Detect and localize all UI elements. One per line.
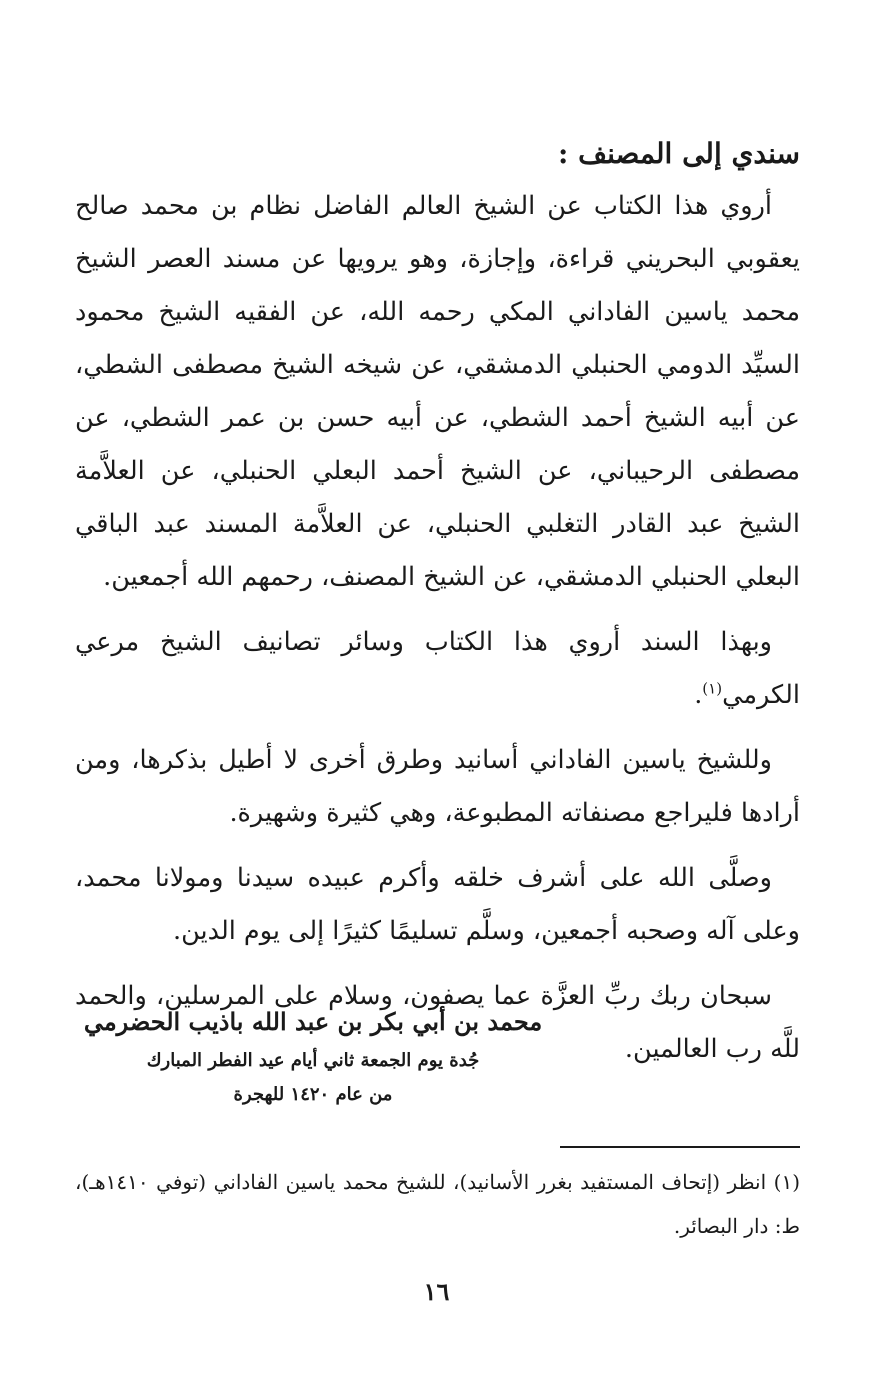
paragraph-closing-praise: سبحان ربك ربِّ العزَّة عما يصفون، وسلام على المرسلين، والحمد للَّه رب العالمين. bbox=[75, 981, 800, 1064]
paragraph-text: وبهذا السند أروي هذا الكتاب وسائر تصانيف الشيخ مرعي الكرمي bbox=[75, 627, 800, 710]
paragraph-other-chains: وللشيخ ياسين الفاداني أسانيد وطرق أخرى لا أطيل بذكرها، ومن أرادها فليراجع مصنفاته المطبوعة، وهي كثيرة وشهيرة. bbox=[75, 745, 800, 828]
author-name: محمد بن أبي بكر بن عبد الله باذيب الحضرمي bbox=[83, 1007, 543, 1036]
paragraph-works-chain bbox=[75, 616, 800, 722]
paragraph-salutation: وصلَّى الله على أشرف خلقه وأكرم عبيده سيدنا ومولانا محمد، وعلى آله وصحبه أجمعين، وسلَّم تسليمًا كثيرًا إلى يوم الدين. bbox=[75, 863, 800, 946]
body-text bbox=[75, 180, 800, 1076]
section-heading: سندي إلى المصنف : bbox=[558, 137, 800, 170]
footnote-divider bbox=[560, 1146, 800, 1148]
paragraph-chain-of-narration: أروي هذا الكتاب عن الشيخ العالم الفاضل نظام بن محمد صالح يعقوبي البحريني قراءة، وإجازة، وهو يرويها عن مسند العصر الشيخ محمد ياسين الفاداني المكي رحمه الله، عن الفقيه الشيخ محمود السيِّد الدومي الحنبلي الدمشقي، عن شيخه الشيخ مصطفى الشطي، عن أبيه الشيخ أحمد الشطي، عن أبيه حسن بن عمر الشطي، عن مصطفى الرحيباني، عن الشيخ أحمد البعلي الحنبلي، عن العلاَّمة الشيخ عبد القادر التغلبي الحنبلي، عن العلاَّمة المسند عبد الباقي البعلي الحنبلي الدمشقي، عن الشيخ المصنف، رحمهم الله أجمعين. bbox=[75, 191, 800, 592]
signature-block bbox=[73, 1000, 553, 1112]
page-number: ١٦ bbox=[423, 1277, 450, 1306]
footnote-reference: (١) bbox=[702, 679, 723, 698]
paragraph-end-mark: . bbox=[694, 680, 703, 710]
signature-date: من عام ١٤٢٠ للهجرة bbox=[233, 1084, 393, 1105]
footnote: (١) انظر (إتحاف المستفيد بغرر الأسانيد)، للشيخ محمد ياسين الفاداني (توفي ١٤١٠هـ)، ط: دار البصائر. bbox=[75, 1170, 800, 1238]
signature-place-day: جُدة يوم الجمعة ثاني أيام عيد الفطر المبارك bbox=[146, 1050, 480, 1071]
